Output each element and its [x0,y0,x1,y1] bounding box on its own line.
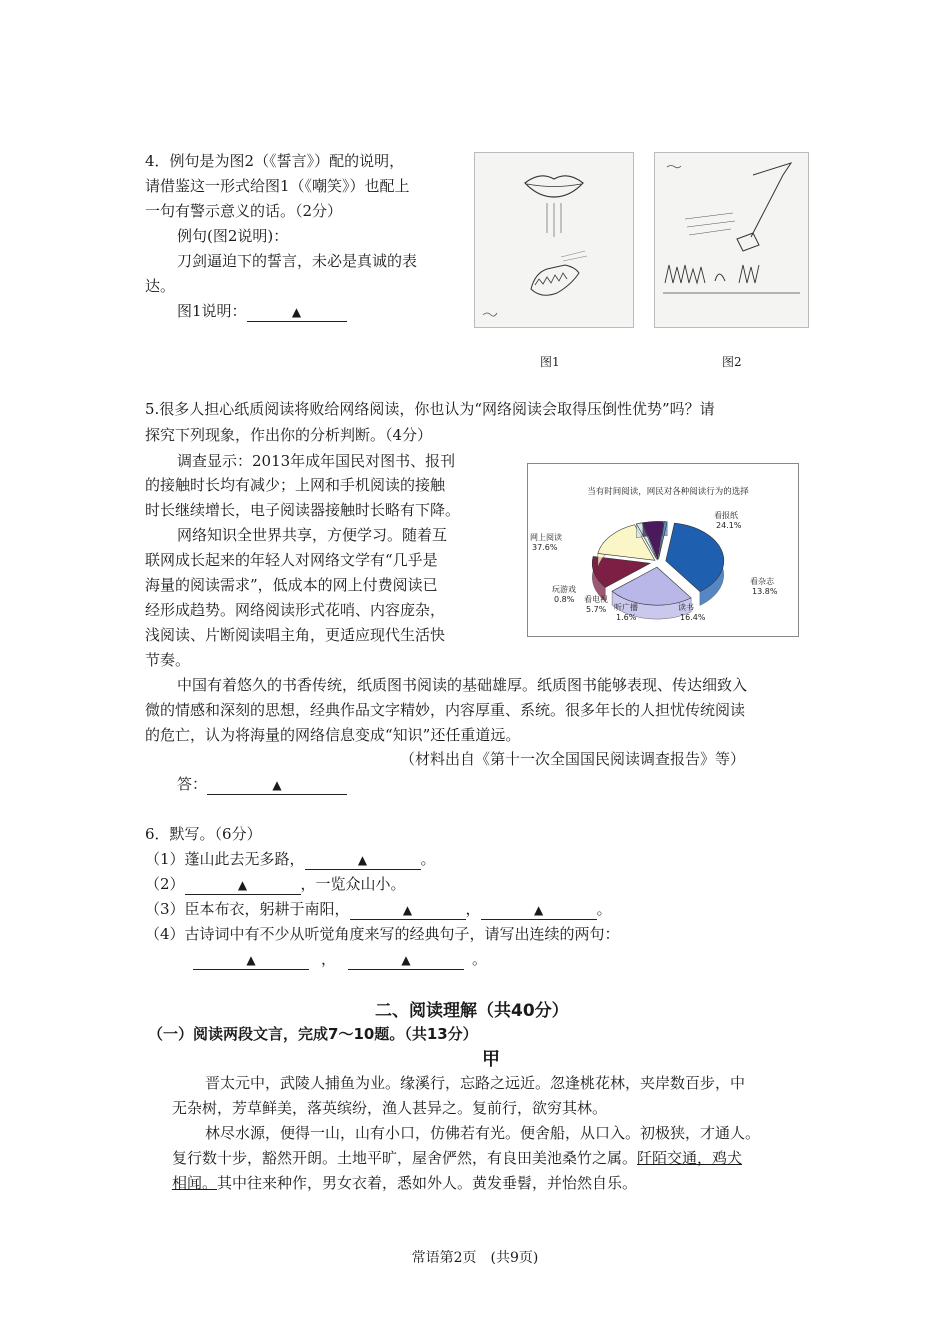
q6-item3 [145,897,612,921]
text2-line3-b: 其中往来种作，男女衣着，悉如外人。黄发垂髫，并怡然自乐。 [217,1174,638,1192]
pie-label-1: 看报纸 [714,511,738,520]
q5-line1: 5.很多人担心纸质阅读将败给网络阅读，你也认为“网络阅读会取得压倒性优势”吗？请 [145,400,715,418]
figure-1-drawing [475,153,633,327]
text1-line1: 晋太元中，武陵人捕鱼为业。缘溪行，忘路之远近。忽逢桃花林，夹岸数百步，中 [205,1074,746,1092]
q5-p3-line1: 中国有着悠久的书香传统，纸质图书阅读的基础雄厚。纸质图书能够表现、传达细致入 [177,676,748,694]
text-jia-heading: 甲 [482,1049,500,1070]
q5-p2-line4: 经形成趋势。网络阅读形式花哨、内容庞杂， [145,601,446,619]
pie-label-3: 读书 [678,603,694,612]
pie-label-0: 网上阅读 [530,533,562,542]
q6-item3-blank-a[interactable]: ▲ [350,901,466,920]
q4-example-text2: 达。 [145,277,176,295]
page-footer: 常语第2页 (共9页) [411,1250,539,1266]
q6-item2-blank[interactable]: ▲ [185,876,301,895]
q6-item3-post: 。 [596,900,612,918]
q5-p2-line3: 海量的阅读需求”，低成本的网上付费阅读已 [145,576,438,594]
q6-head: 6．默写。（6分） [145,825,262,843]
q5-p2-line6: 节奏。 [145,651,191,669]
q6-item1-blank[interactable]: ▲ [305,851,421,870]
pie-value-6: 0.8% [554,595,575,604]
figure-1-caption: 图1 [540,355,560,369]
section2-subtitle: （一）阅读两段文言，完成7～10题。（共13分） [148,1025,478,1043]
q6-item1-pre: （1）蓬山此去无多路， [145,850,305,868]
figure-2-caption: 图2 [722,355,742,369]
q6-item4-answers [193,947,487,971]
pie-label-4: 听广播 [614,603,638,612]
pie-value-4: 1.6% [616,613,637,622]
figure-2-sketch [654,152,809,328]
q5-answer-blank[interactable]: ▲ [207,776,347,795]
q5-answer-label: 答： [177,775,208,793]
pie-label-6: 玩游戏 [552,585,576,594]
q4-line2: 请借鉴这一形式给图1（《嘲笑》）也配上 [145,177,410,195]
text2-underlined-a: 阡陌交通，鸡犬 [637,1149,743,1167]
q4-example-text1: 刀剑逼迫下的誓言，未必是真诚的表 [177,252,418,270]
chart-title: 当有时间阅读，网民对各种阅读行为的选择 [587,487,749,497]
q6-item4-post: 。 [472,950,488,968]
q5-source: （材料出自《第十一次全国国民阅读调查报告》等） [400,750,746,768]
q4-answer-label: 图1说明： [177,302,247,320]
q5-p2-line5: 浅阅读、片断阅读唱主角，更适应现代生活快 [145,626,446,644]
pie-label-2: 看杂志 [750,577,774,586]
pie-value-0: 37.6% [532,543,558,552]
q6-item1 [145,847,436,871]
figure-2-drawing [655,153,808,327]
reading-choice-chart [527,463,799,637]
q6-item2 [145,872,406,896]
q6-item3-mid: ， [465,900,481,918]
text2-line2 [172,1146,742,1170]
pie-value-2: 13.8% [752,587,778,596]
q5-p1-line2: 的接触时长均有减少；上网和手机阅读的接触 [145,476,446,494]
q6-item2-pre: （2） [145,875,185,893]
text2-underlined-b: 相闻。 [172,1174,218,1192]
q6-item3-pre: （3）臣本布衣，躬耕于南阳， [145,900,350,918]
q5-p2-line2: 联网成长起来的年轻人对网络文学有“几乎是 [145,551,438,569]
q6-item4-mid: ， [321,950,337,968]
text1-line2: 无杂树，芳草鲜美，落英缤纷，渔人甚异之。复前行，欲穷其林。 [172,1099,608,1117]
pie-chart-svg [528,464,798,636]
q5-p2-line1: 网络知识全世界共享，方便学习。随着互 [177,526,448,544]
pie-value-1: 24.1% [716,521,742,530]
q5-p1-line3: 时长继续增长，电子阅读器接触时长略有下降。 [145,501,461,519]
q6-item4-blank-b[interactable]: ▲ [348,951,464,970]
text2-line3 [172,1171,637,1195]
q4-example-label: 例句(图2说明)： [177,227,289,245]
text2-line1: 林尽水源，便得一山，山有小口，仿佛若有光。便舍船，从口入。初极狭，才通人。 [205,1124,761,1142]
q5-p3-line3: 的危亡，认为将海量的网络信息变成“知识”还任重道远。 [145,726,521,744]
q5-line2: 探究下列现象，作出你的分析判断。（4分） [145,426,433,444]
q6-item4: （4）古诗词中有不少从听觉角度来写的经典句子，请写出连续的两句： [145,925,620,943]
q4-answer-blank[interactable]: ▲ [247,303,347,322]
pie-value-5: 5.7% [586,605,607,614]
pie-value-3: 16.4% [680,613,706,622]
pie-label-5: 看电视 [584,595,608,604]
q5-answer-row [177,772,347,796]
text2-line2-a: 复行数十步，豁然开朗。土地平旷，屋舍俨然，有良田美池桑竹之属。 [172,1149,638,1167]
q6-item3-blank-b[interactable]: ▲ [481,901,597,920]
q5-p1-line1: 调查显示：2013年成年国民对图书、报刊 [177,452,456,470]
q4-line3: 一句有警示意义的话。（2分） [145,202,343,220]
figure-1-sketch [474,152,634,328]
q4-line1: 4．例句是为图2（《誓言》）配的说明， [145,152,405,170]
q6-item2-post: ，一览众山小。 [300,875,406,893]
q4-answer-row [177,299,347,323]
pie-slice-0 [666,523,724,591]
q6-item4-blank-a[interactable]: ▲ [193,951,309,970]
section2-title: 二、阅读理解（共40分） [375,1001,569,1021]
q5-p3-line2: 微的情感和深刻的思想，经典作品文字精妙，内容厚重、系统。很多年长的人担忧传统阅读 [145,701,746,719]
q6-item1-post: 。 [420,850,436,868]
